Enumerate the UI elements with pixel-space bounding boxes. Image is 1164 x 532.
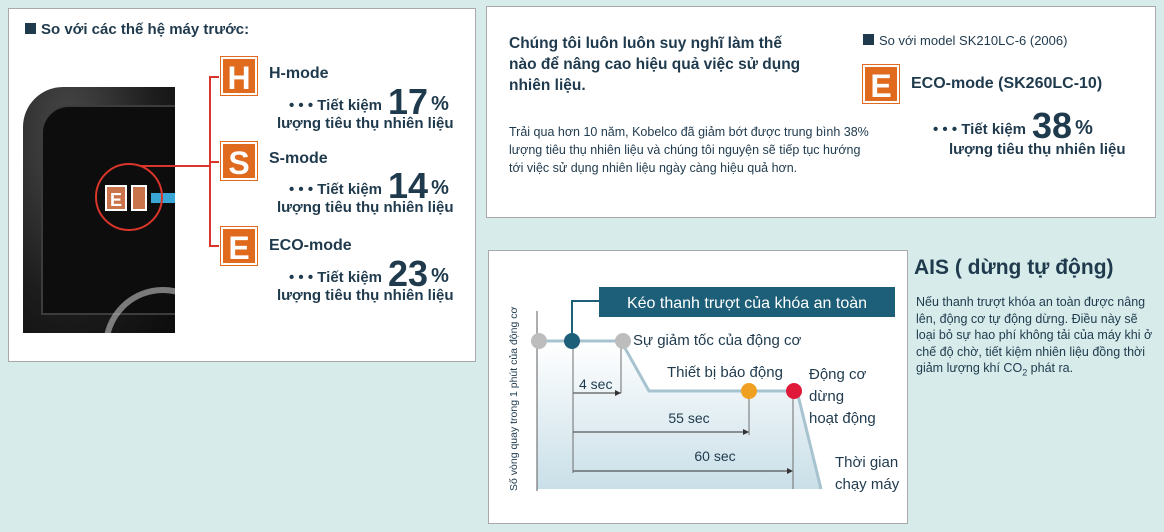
idle-dot bbox=[531, 333, 547, 349]
h-mode-sub: lượng tiêu thụ nhiên liệu bbox=[277, 115, 454, 132]
alarm-label: Thiết bị báo động bbox=[667, 364, 783, 381]
slowdown-dot bbox=[615, 333, 631, 349]
alarm-dot bbox=[741, 383, 757, 399]
stop-label-3: hoạt động bbox=[809, 410, 876, 427]
x-label-2: chạy máy bbox=[835, 476, 900, 493]
fuel-modes-panel bbox=[8, 8, 476, 362]
machine-monitor-image bbox=[23, 87, 175, 333]
h-mode-badge-icon: H bbox=[221, 57, 257, 95]
h-mode-name: H-mode bbox=[269, 65, 329, 82]
eco-badge-icon: E bbox=[863, 65, 899, 103]
stop-label-1: Động cơ bbox=[809, 366, 867, 383]
slowdown-label: Sự giảm tốc của động cơ bbox=[633, 332, 802, 349]
y-axis-label: Số vòng quay trong 1 phút của động cơ bbox=[508, 306, 520, 491]
time-55sec: 55 sec bbox=[668, 410, 710, 426]
eco-mode-sub: lượng tiêu thụ nhiên liệu bbox=[277, 287, 454, 304]
eco-mode-saving: • • • Tiết kiệm 23 % bbox=[289, 253, 449, 294]
section-heading bbox=[25, 21, 249, 38]
time-60sec: 60 sec bbox=[694, 448, 736, 464]
stop-dot bbox=[786, 383, 802, 399]
ais-title: AIS ( dừng tự động) bbox=[914, 256, 1114, 279]
kobelco-efficiency-panel bbox=[486, 6, 1156, 218]
eco-model-name: ECO-mode (SK260LC-10) bbox=[911, 75, 1103, 92]
x-label-1: Thời gian bbox=[835, 454, 899, 471]
time-4sec: 4 sec bbox=[579, 376, 613, 392]
ais-timeline-diagram bbox=[488, 250, 908, 524]
stop-label-2: dừng bbox=[809, 388, 845, 405]
banner-text: Kéo thanh trượt của khóa an toàn bbox=[626, 295, 868, 312]
s-mode-saving: • • • Tiết kiệm 14 % bbox=[289, 165, 449, 206]
eco-model-sub: lượng tiêu thụ nhiên liệu bbox=[949, 141, 1126, 158]
s-mode-name: S-mode bbox=[269, 150, 328, 167]
ais-timeline-svg bbox=[489, 251, 909, 525]
section-heading-text: So với các thế hệ máy trước: bbox=[41, 21, 250, 38]
eco-model-saving: • • • Tiết kiệm 38 % bbox=[933, 105, 1093, 146]
highlight-circle bbox=[95, 163, 163, 231]
lever-dot bbox=[564, 333, 580, 349]
eco-display-icon: E bbox=[105, 185, 127, 211]
s-mode-badge-icon: S bbox=[221, 142, 257, 180]
efficiency-body: Trải qua hơn 10 năm, Kobelco đã giảm bớt được trung bình 38% lượng tiêu thụ nhiên liệu và chúng tôi nguyện sẽ tiếp tục hướng tới việc sử dụng nhiên liệu ngày càng hiệu quả hơn. bbox=[509, 125, 869, 175]
s-mode-sub: lượng tiêu thụ nhiên liệu bbox=[277, 199, 454, 216]
h-mode-saving: • • • Tiết kiệm 17 % bbox=[289, 81, 449, 122]
compare-label: So với model SK210LC-6 (2006) bbox=[863, 33, 1067, 48]
ais-body: Nếu thanh trượt khóa an toàn được nâng lên, động cơ tự động dừng. Điều này sẽ loại bỏ sự hao phí không tải của máy khi ở chế độ chờ, tiết kiệm nhiên liệu đồng thời giảm lượng khí $CO_2$ phát ra. bbox=[916, 295, 1153, 378]
square-bullet-icon bbox=[863, 34, 874, 45]
square-bullet-icon bbox=[25, 23, 36, 34]
eco-mode-badge-icon: E bbox=[221, 227, 257, 265]
eco-mode-name: ECO-mode bbox=[269, 237, 352, 254]
efficiency-heading: Chúng tôi luôn luôn suy nghĩ làm thế nào để nâng cao hiệu quả việc sử dụng nhiên liệu. bbox=[509, 35, 801, 94]
